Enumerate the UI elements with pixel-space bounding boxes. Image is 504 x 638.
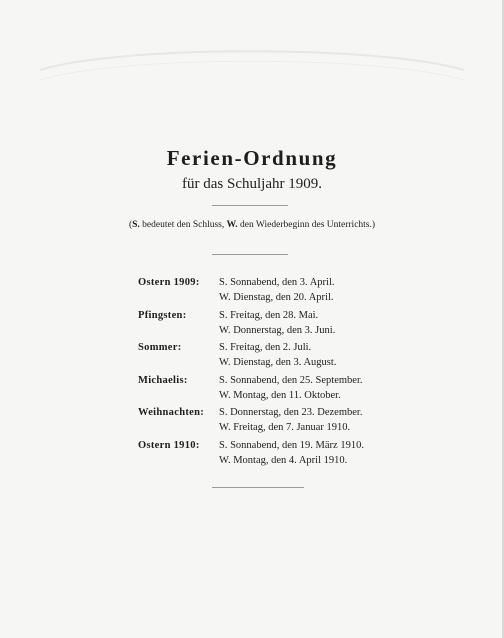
schedule-entry <box>138 275 398 305</box>
holiday-schedule <box>138 275 398 470</box>
schedule-entry <box>138 340 398 370</box>
term-dates <box>219 308 398 338</box>
resume-date: W. Montag, den 11. Oktober. <box>219 389 341 401</box>
schedule-entry <box>138 373 398 403</box>
close-date: S. Sonnabend, den 19. März 1910. <box>219 439 364 451</box>
resume-date: W. Freitag, den 7. Januar 1910. <box>219 422 351 433</box>
term-dates <box>219 275 398 305</box>
page-subtitle: für das Schuljahr 1909. <box>182 176 322 192</box>
note-open-paren: ( <box>128 220 133 230</box>
term-dates <box>219 340 398 370</box>
close-date: S. Freitag, den 28. Mai. <box>219 309 319 321</box>
w-abbrev: W. <box>226 220 238 230</box>
resume-date: W. Dienstag, den 3. August. <box>219 357 337 368</box>
close-date: S. Freitag, den 2. Juli. <box>219 342 312 353</box>
page-title: Ferien-Ordnung <box>166 146 338 170</box>
term-name: Sommer: <box>138 342 182 353</box>
term-name: Ostern 1910: <box>138 439 200 451</box>
schedule-entry <box>138 308 398 338</box>
divider-bottom <box>212 487 304 488</box>
divider-middle <box>212 254 288 255</box>
resume-date: W. Dienstag, den 20. April. <box>219 292 334 303</box>
term-name: Ostern 1909: <box>138 277 200 288</box>
s-abbrev-text: bedeutet den Schluss, <box>142 220 225 230</box>
resume-date: W. Montag, den 4. April 1910. <box>219 454 348 466</box>
close-date: S. Donnerstag, den 23. Dezember. <box>219 407 363 418</box>
resume-date: W. Donnerstag, den 3. Juni. <box>219 324 336 336</box>
w-abbrev-text: den Wiederbeginn des Unterrichts.) <box>240 220 376 230</box>
close-date: S. Sonnabend, den 25. September. <box>219 374 363 386</box>
show-through-ornament-shape <box>0 40 502 100</box>
term-dates <box>219 373 398 403</box>
term-name: Pfingsten: <box>138 309 187 321</box>
term-name: Michaelis: <box>138 374 188 386</box>
term-name: Weihnachten: <box>138 407 205 418</box>
close-date: S. Sonnabend, den 3. April. <box>219 277 335 288</box>
abbreviation-note <box>0 220 504 230</box>
s-abbrev: S. <box>132 220 140 230</box>
term-dates <box>219 438 398 468</box>
show-through-ornament <box>0 40 502 100</box>
term-dates <box>219 405 398 435</box>
schedule-entry <box>138 405 398 435</box>
divider-top <box>212 205 288 206</box>
schedule-entry <box>138 438 398 468</box>
